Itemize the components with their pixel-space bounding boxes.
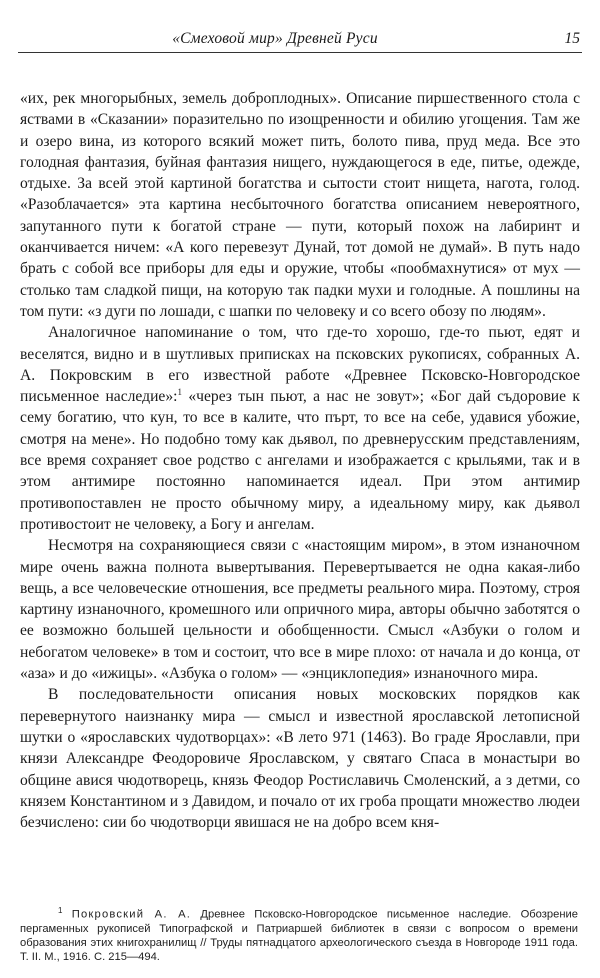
main-text xyxy=(20,88,580,833)
paragraph: «их, рек многорыбных, земель доброплодных». Описание пиршественного стола с яствами в «Сказании» поразительно по изощренности и обилию угощения. Там же и озеро вина, из которого всякий может пить, болото пива, пруд меда. Все это голодная фантазия, буйная фантазия нищего, нуждающегося в еде, питье, одежде, отдыхе. За всей этой картиной богатства и сытости стоит нищета, нагота, голод. «Разоблачается» эта картина несбыточного богатства описанием невероятного, запутанного пути к богатой стране — пути, который похож на лабиринт и оканчивается ничем: «А кого перевезут Дунай, тот домой не думай». В путь надо брать с собой все приборы для еды и оружие, чтобы «пообмахнутися» от мух — столько там сладкой пищи, на которую так падки мухи и голодные. А пошлины на том пути: «з дуги по лошади, с шапки по человеку и со всего обозу по людям». xyxy=(20,90,580,320)
page-number: 15 xyxy=(564,30,580,47)
running-header xyxy=(18,30,582,53)
paragraph-text: Аналогичное напоминание о том, что где-то хорошо, где-то пьют, едят и веселятся, видно и в шутливых приписках на псковских рукописях, собранных А. А. Покровским в его известной работе «Древнее Псковско-Новгородское письменное наследие»: xyxy=(20,324,580,406)
footnote-marker: 1 xyxy=(58,906,63,915)
paragraph: В последовательности описания новых московских порядков как перевернутого наизнанку мира — смысл и известной ярославской летописной шутки о «ярославских чудотворцах»: «В лето 971 (1463). Во граде Ярославли, при князи Александре Феодоровиче Ярославском, у святаго Спаса в монастыри во общине авися чюдотворець, князь Феодор Ростиславичь Смоленский, а з детми, со князем Константином и з Давидом, и почало от их гроба прощати множество людеи безчислено: сии бо чюдотворци явишася не на добро всем кня- xyxy=(20,686,580,832)
paragraph: Несмотря на сохраняющиеся связи с «настоящим миром», в этом изнаночном мире очень важна полнота вывертывания. Перевертывается не одна какая-либо вещь, а все человеческие отношения, все предметы реального мира. Поэтому, строя картину изнаночного, кромешного или опричного мира, авторы обычно заботятся о ее возможно большей цельности и обобщенности. Смысл «Азбуки о голом и небогатом человеке» в том и состоит, что все в мире плохо: от начала и до конца, от «аза» и до «ижицы». «Азбука о голом» — «энциклопедия» изнаночного мира. xyxy=(20,537,580,683)
footnote xyxy=(20,904,578,964)
footnote-reference[interactable]: 1 xyxy=(177,386,182,397)
footnote-author: Покровский А. А. xyxy=(71,908,192,921)
paragraph-text: «через тын пьют, а нас не зовут»; «Бог дай съдоровие к сему богатию, что кун, то все в калите, что пърт, то все на себе, удавися убожие, смотря на мене». Но подобно тому как дьявол, по древнерусским представлениям, все время сохраняет свое родство с ангелами и изображается с крыльями, так и в этом антимире постоянно напоминается идеал. При этом антимир противопоставлен не просто обычному миру, а идеальному миру, как дьявол противостоит не человеку, а Богу и ангелам. xyxy=(20,388,580,533)
running-title: «Смеховой мир» Древней Руси xyxy=(172,30,378,47)
footnote-text: Древнее Псковско-Новгородское письменное наследие. Обозрение пергаменных рукописей Типографской и Патриаршей библиотек в связи с вопросом о времени образования этих книгохранилищ // Труды пятнадцатого археологического съезда в Новгороде 1911 года. Т. II. М., 1916. С. 215—494. xyxy=(20,908,579,963)
paragraph xyxy=(20,322,580,535)
